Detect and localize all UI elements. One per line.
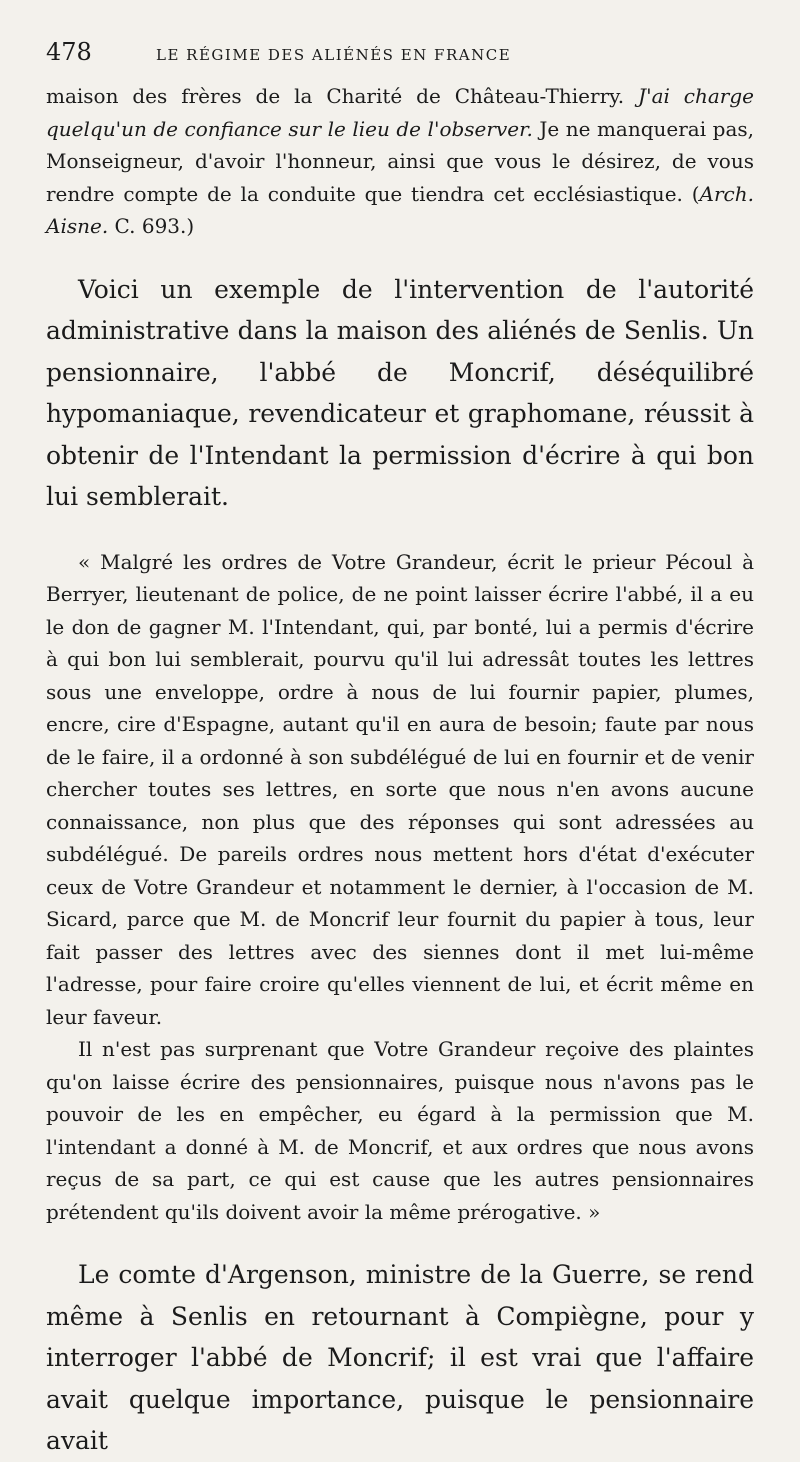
paragraph-quote-continuation: Il n'est pas surprenant que Votre Grandeur reçoive des plaintes qu'on laisse écrire des pensionnaires, puisque nous n'avons pas le pouvoir de les en empêcher, eu égard à la permission que M. l'intendant a donné à M. de Moncrif, et aux ordres que nous avons reçus de sa part, ce qui est cause que les autres pensionnaires prétendent qu'ils doivent avoir la même prérogative. » (46, 1037, 754, 1224)
paragraph-pecoul-quote: « Malgré les ordres de Votre Grandeur, écrit le prieur Pécoul à Berryer, lieutenant de police, de ne point laisser écrire l'abbé, il a eu le don de gagner M. l'Intendant, qui, par bonté, lui a permis d'écrire à qui bon lui semblerait, pourvu qu'il lui adressât toutes les lettres sous une enveloppe, ordre à nous de lui fournir papier, plumes, encre, cire d'Espagne, autant qu'il en aura de besoin; faute par nous de le faire, il a ordonné à son subdélégué de lui en fournir et de venir chercher toutes ses lettres, en sorte que nous n'en avons aucune connaissance, non plus que des réponses qui sont adressées au subdélégué. De pareils ordres nous mettent hors d'état d'exécuter ceux de Votre Grandeur et notamment le dernier, à l'occasion de M. Sicard, parce que M. de Moncrif leur fournit du papier à tous, leur fait passer des lettres avec des siennes dont il met lui-même l'adresse, pour faire croire qu'elles viennent de lui, et écrit même en leur faveur. (46, 549, 754, 1029)
paragraph-text: Je ne manquerai pas, Monseigneur, d'avoir l'honneur, ainsi que vous le désirez, de vous rendre compte de la conduite que tiendra cet ecclésiastique. ( (46, 116, 754, 206)
page-body (46, 80, 754, 1462)
paragraph-senlis-example: Voici un exemple de l'intervention de l'autorité administrative dans la maison des aliénés de Senlis. Un pensionnaire, l'abbé de Moncrif, déséquilibré hypomaniaque, revendicateur et graphomane, réussit à obtenir de l'Intendant la permission d'écrire à qui bon lui semblerait. (46, 274, 754, 511)
paragraph-letter-end (46, 80, 754, 243)
italic-quote: J'ai charge quelqu'un de confiance sur le lieu de l'observer. (46, 84, 754, 141)
page-number: 478 (46, 38, 92, 66)
archive-reference: Arch. Aisne. (46, 181, 754, 238)
paragraph-argenson: Le comte d'Argenson, ministre de la Guerre, se rend même à Senlis en retournant à Compiègne, pour y interroger l'abbé de Moncrif; il est vrai que l'affaire avait quelque importance, puisque le pensionnaire avait (46, 1260, 754, 1455)
running-head (46, 38, 754, 72)
running-title: LE RÉGIME DES ALIÉNÉS EN FRANCE (156, 46, 512, 64)
paragraph-text: maison des frères de la Charité de Château-Thierry. (46, 84, 639, 108)
paragraph-text: C. 693.) (108, 214, 195, 238)
